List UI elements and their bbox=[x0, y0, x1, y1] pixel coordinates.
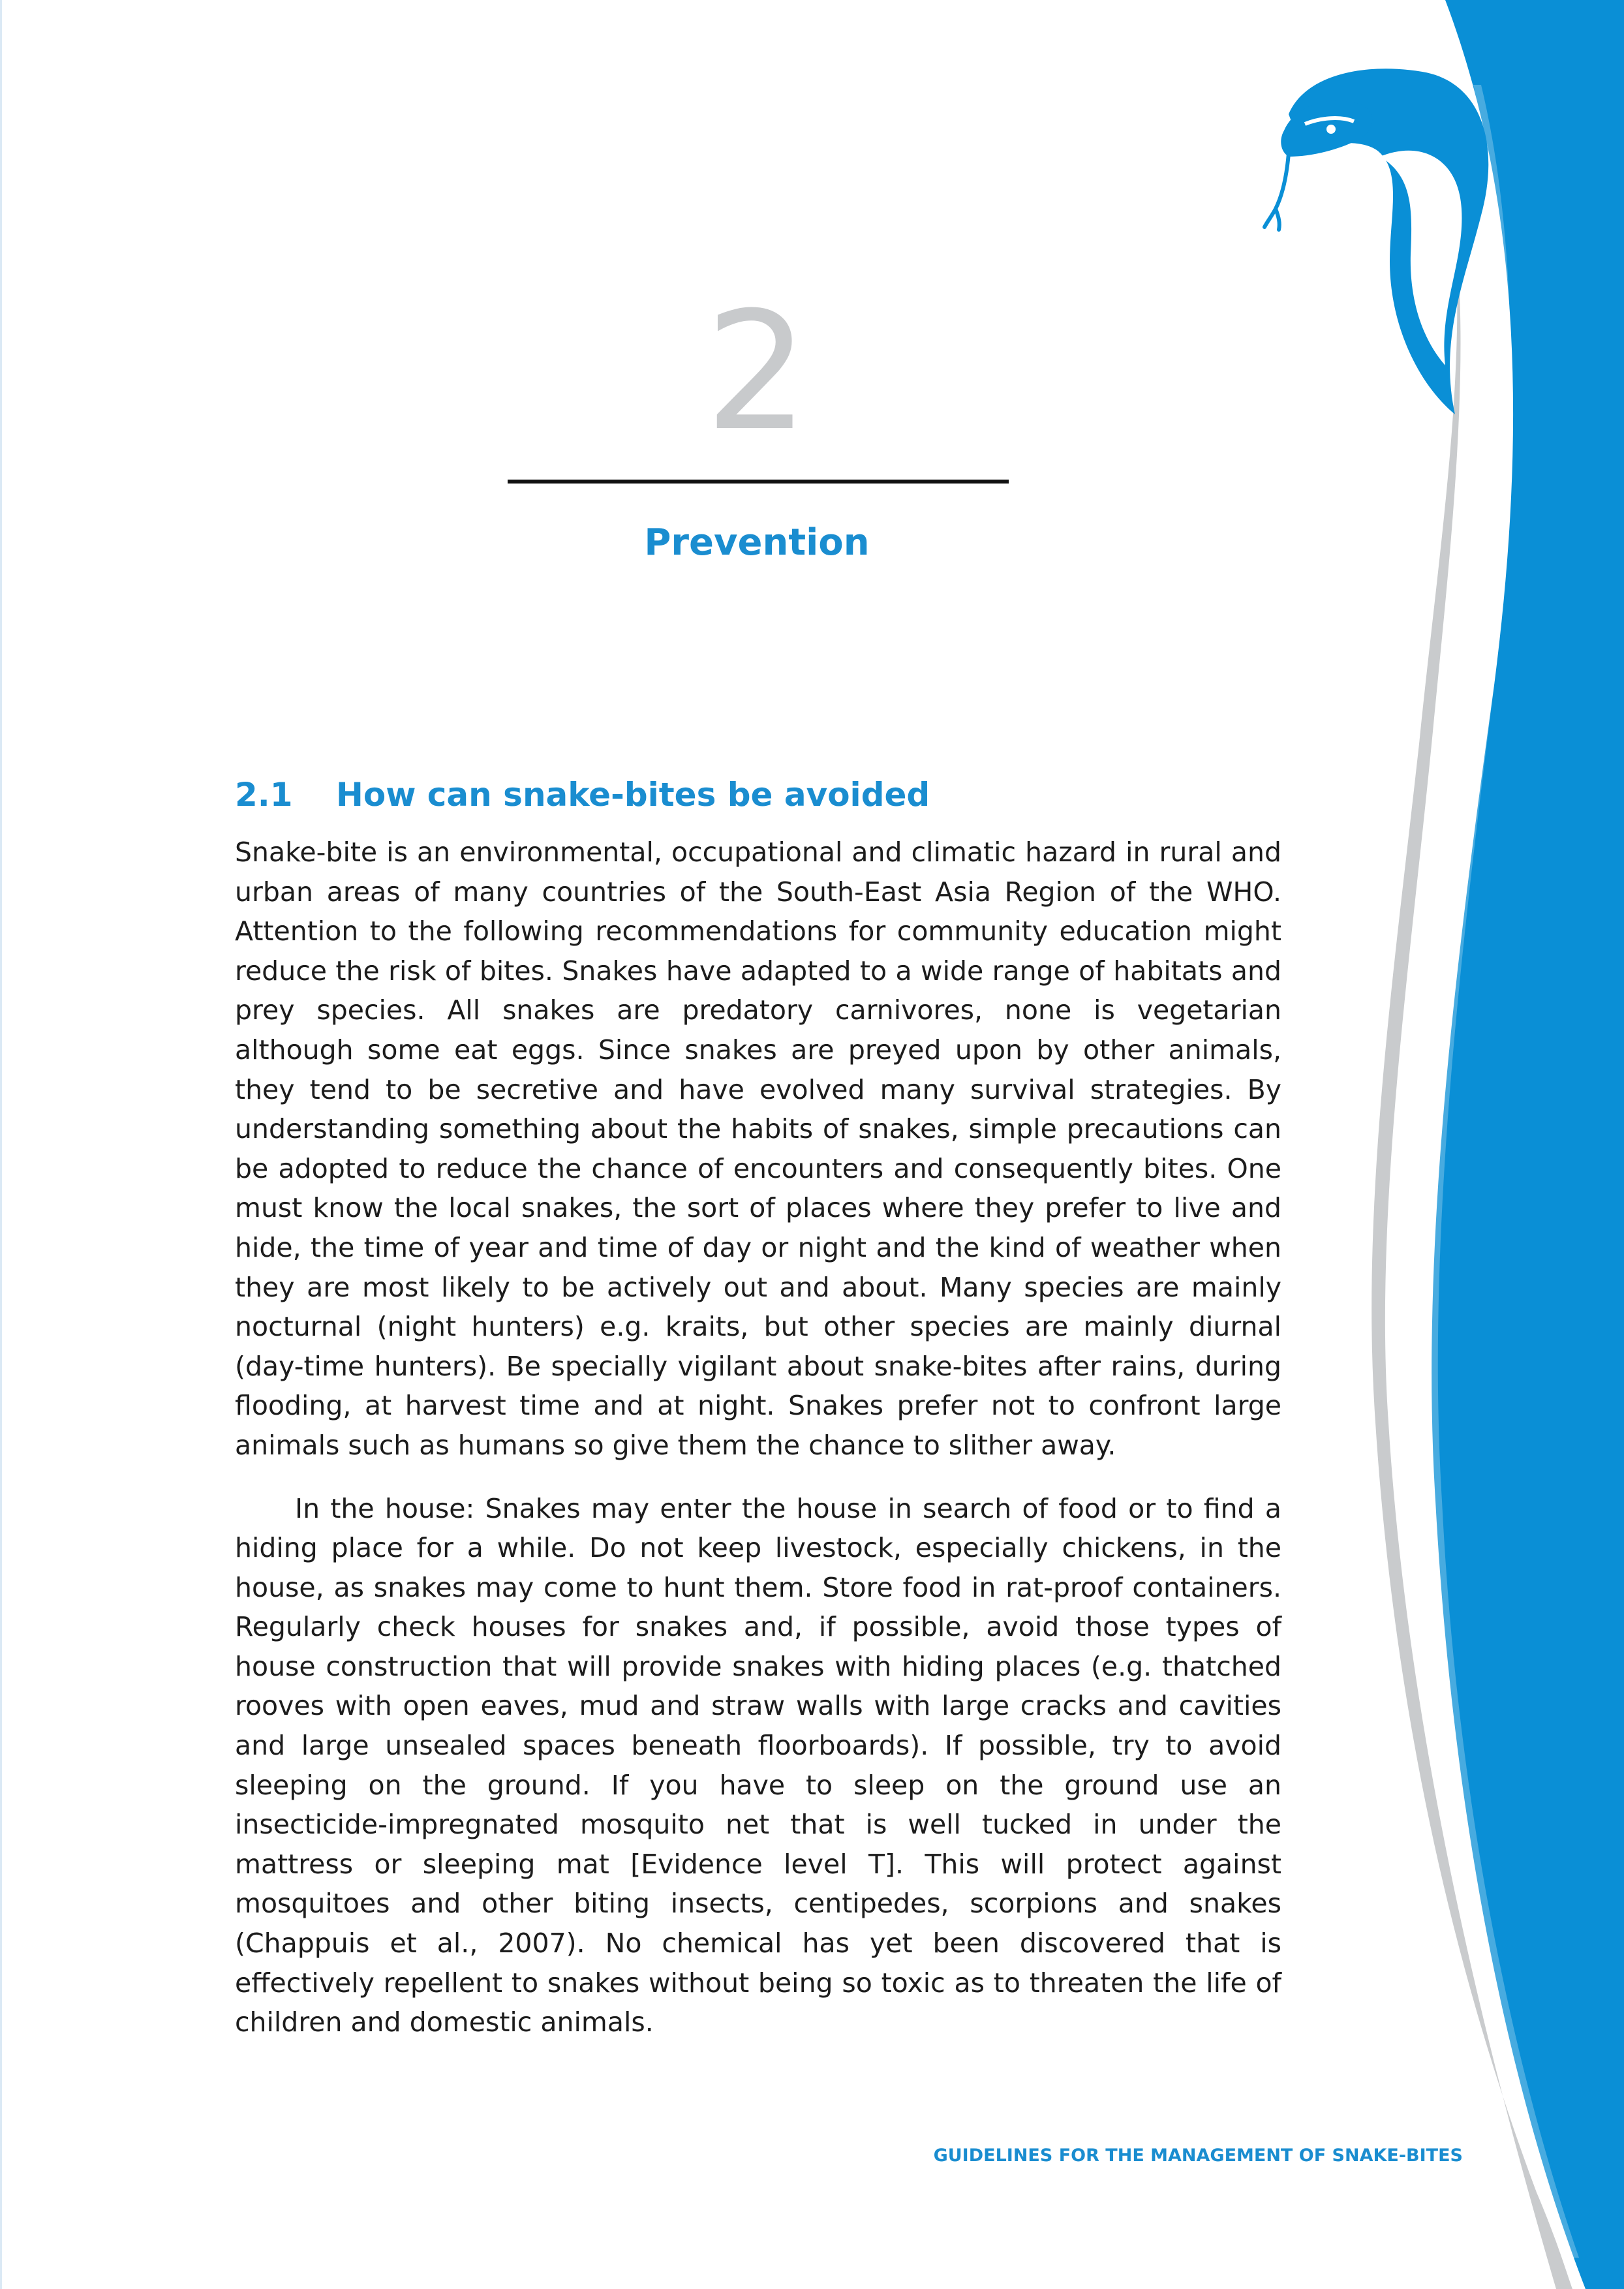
section-number: 2.1 bbox=[235, 776, 293, 814]
chapter-number: 2 bbox=[705, 277, 809, 467]
paragraph: Snake-bite is an environmental, occupational and climatic hazard in rural and urban areas of many countries of the South-East Asia Region of the WHO. Attention to the following recommendations for community education might reduce the risk of bites. Snakes have adapted to a wide range of habitats and prey species. All snakes are predatory carnivores, none is vegetarian although some eat eggs. Since snakes are preyed upon by other animals, they tend to be secretive and have evolved many survival strategies. By understanding something about the habits of snakes, simple precautions can be adopted to reduce the chance of encounters and consequently bites. One must know the local snakes, the sort of places where they prefer to live and hide, the time of year and time of day or night and the kind of weather when they are most likely to be actively out and about. Many species are mainly nocturnal (night hunters) e.g. kraits, but other species are mainly diurnal (day-time hunters). Be specially vigilant about snake-bites after rains, during flooding, at harvest time and at night. Snakes prefer not to confront large animals such as humans so give them the chance to slither away. bbox=[235, 837, 1281, 1461]
cobra-logo-icon bbox=[1264, 69, 1488, 414]
running-footer: GUIDELINES FOR THE MANAGEMENT OF SNAKE-BITES bbox=[933, 2145, 1463, 2166]
section-heading bbox=[235, 775, 1279, 814]
body-text bbox=[235, 833, 1281, 2042]
chapter-title: Prevention bbox=[644, 521, 870, 564]
chapter-divider bbox=[508, 480, 1009, 484]
paragraph: In the house: Snakes may enter the house in search of food or to find a hiding place for a while. Do not keep livestock, especially chickens, in the house, as snakes may come to hunt them. Store food in rat-proof containers. Regularly check houses for snakes and, if possible, avoid those types of house construction that will provide snakes with hiding places (e.g. thatched rooves with open eaves, mud and straw walls with large cracks and cavities and large unsealed spaces beneath floorboards). If possible, try to avoid sleeping on the ground. If you have to sleep on the ground use an insecticide-impregnated mosquito net that is well tucked in under the mattress or sleeping mat [Evidence level T]. This will protect against mosquitoes and other biting insects, centipedes, scorpions and snakes (Chappuis et al., 2007). No chemical has yet been discovered that is effectively repellent to snakes without being so toxic as to threaten the life of children and domestic animals. bbox=[235, 1492, 1281, 2038]
section-title: How can snake-bites be avoided bbox=[336, 776, 930, 814]
